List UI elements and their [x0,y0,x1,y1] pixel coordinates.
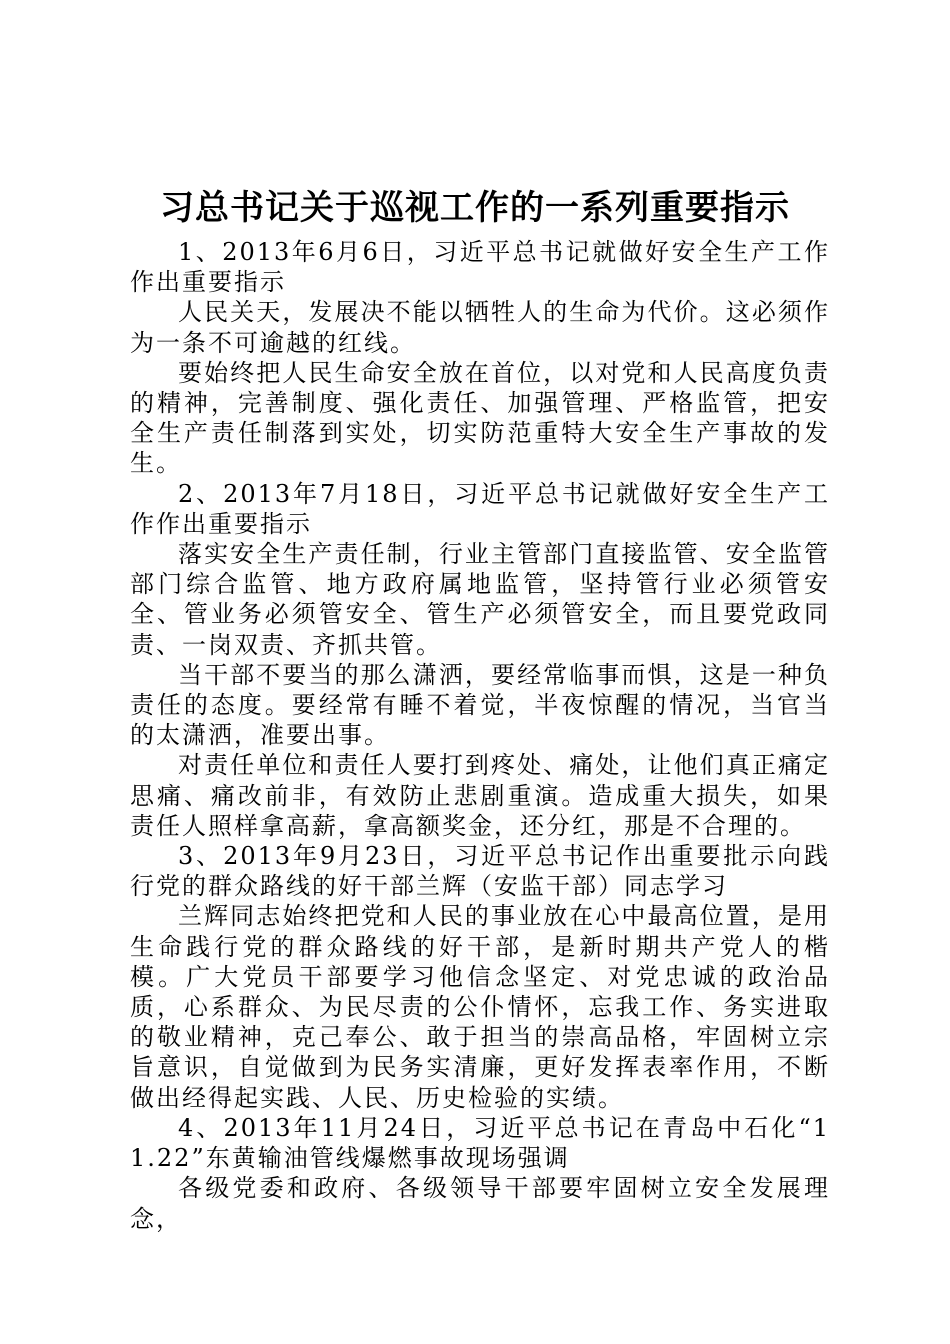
document-title: 习总书记关于巡视工作的一系列重要指示 [160,188,790,228]
section-heading-4: 4、2013年11月24日，习近平总书记在青岛中石化“11.22”东黄输油管线爆燃事故现场强调 [130,1113,830,1173]
document-body [130,237,830,1234]
section-heading-3: 3、2013年9月23日，习近平总书记作出重要批示向践行党的群众路线的好干部兰辉（安监干部）同志学习 [130,842,830,901]
section-heading-1: 1、2013年6月6日，习近平总书记就做好安全生产工作作出重要指示 [130,238,830,297]
paragraph: 要始终把人民生命安全放在首位，以对党和人民高度负责的精神，完善制度、强化责任、加强管理、严格监管，把安全生产责任制落到实处，切实防范重特大安全生产事故的发生。 [130,358,830,478]
paragraph: 各级党委和政府、各级领导干部要牢固树立安全发展理念， [130,1174,830,1233]
paragraph: 对责任单位和责任人要打到疼处、痛处，让他们真正痛定思痛、痛改前非，有效防止悲剧重演。造成重大损失，如果责任人照样拿高薪，拿高额奖金，还分红，那是不合理的。 [130,751,830,840]
paragraph: 兰辉同志始终把党和人民的事业放在心中最高位置，是用生命践行党的群众路线的好干部，是新时期共产党人的楷模。广大党员干部要学习他信念坚定、对党忠诚的政治品质，心系群众、为民尽责的公仆情怀，忘我工作、务实进取的敬业精神，克己奉公、敢于担当的崇高品格，牢固树立宗旨意识，自觉做到为民务实清廉，更好发挥表率作用，不断做出经得起实践、人民、历史检验的实绩。 [130,902,830,1112]
paragraph: 落实安全生产责任制，行业主管部门直接监管、安全监管部门综合监管、地方政府属地监管，坚持管行业必须管安全、管业务必须管安全、管生产必须管安全，而且要党政同责、一岗双责、齐抓共管。 [130,540,830,659]
paragraph: 当干部不要当的那么潇洒，要经常临事而惧，这是一种负责任的态度。要经常有睡不着觉，半夜惊醒的情况，当官当的太潇洒，准要出事。 [130,660,830,750]
paragraph: 人民关天，发展决不能以牺牲人的生命为代价。这必须作为一条不可逾越的红线。 [130,298,830,357]
section-heading-2: 2、2013年7月18日，习近平总书记就做好安全生产工作作出重要指示 [130,479,830,538]
